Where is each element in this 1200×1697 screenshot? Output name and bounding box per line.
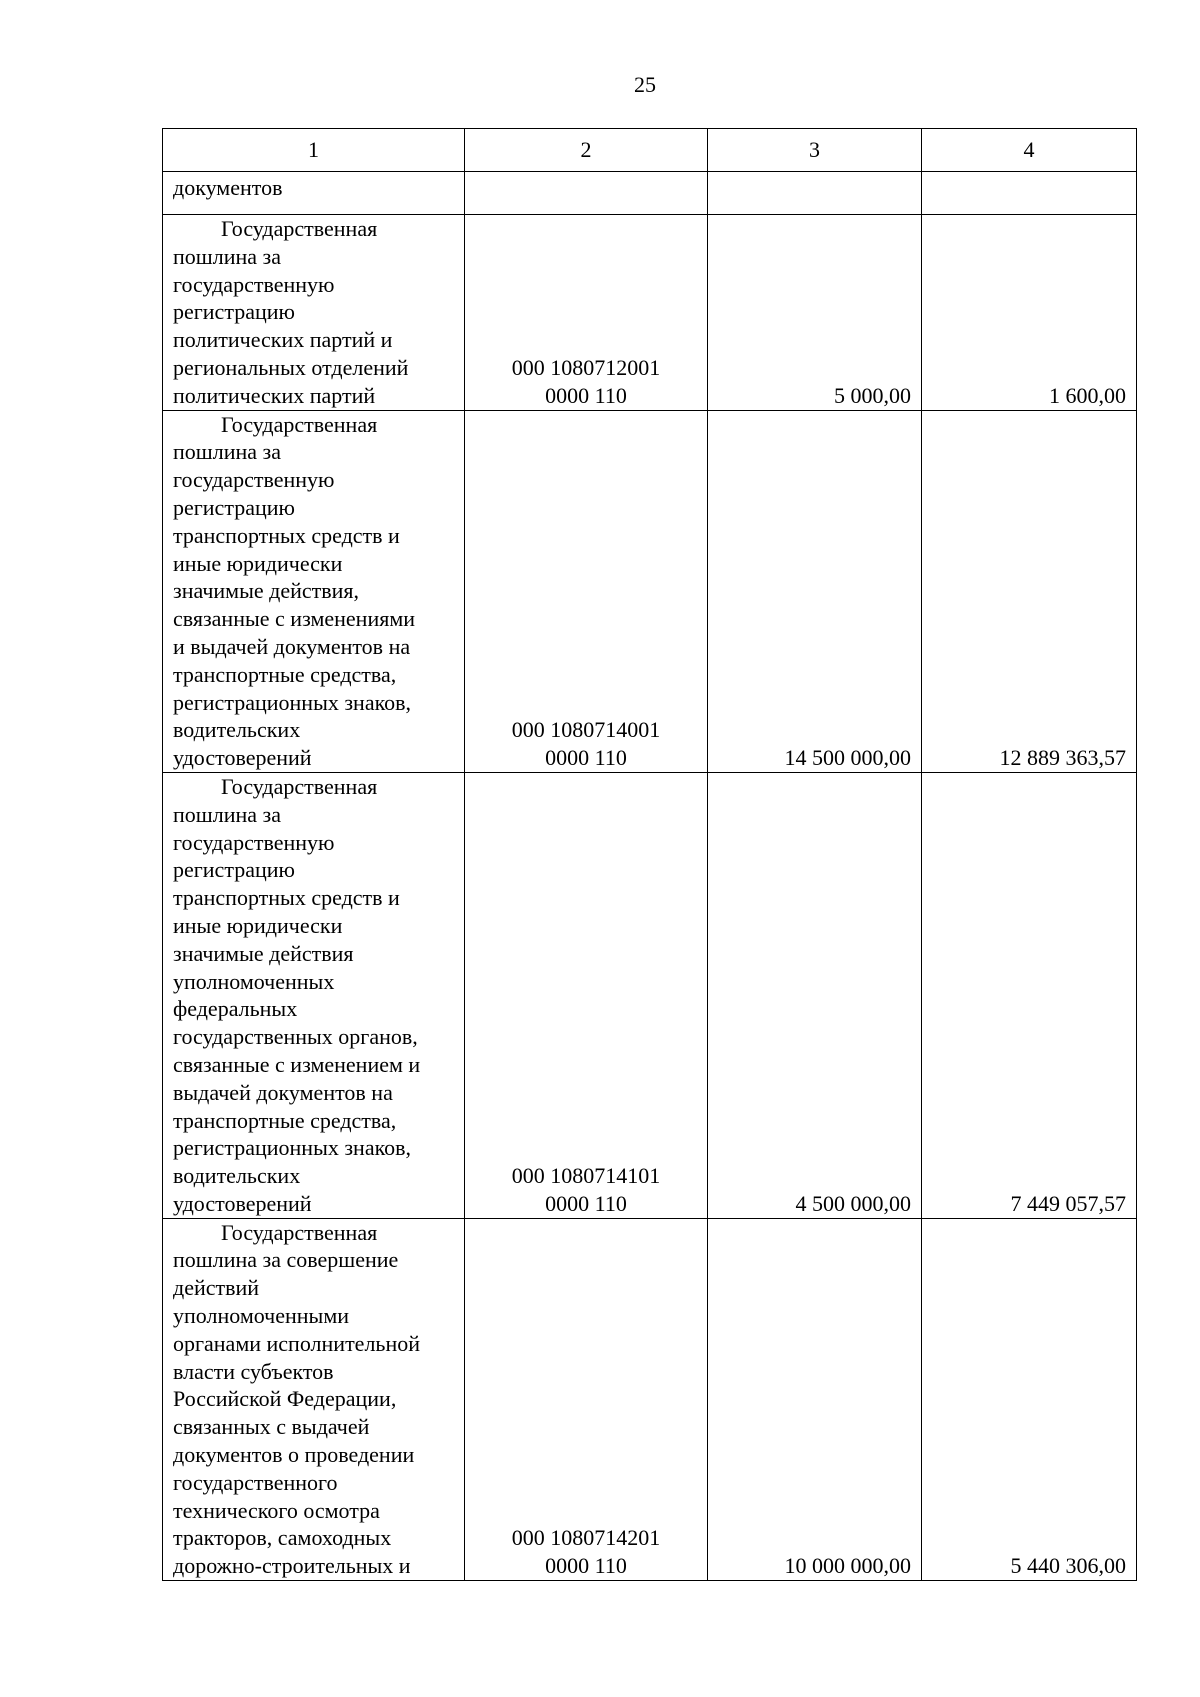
row-name-line: регистрацию (173, 299, 295, 325)
row-col3-value: 4 500 000,00 (708, 772, 922, 1218)
row-name-line: дорожно-строительных и (173, 1553, 411, 1579)
row-name-line: государственную (173, 829, 335, 855)
row-name-line: Государственная (221, 216, 378, 241)
table-row (163, 1218, 1137, 1580)
table-row (163, 410, 1137, 772)
column-header-2: 2 (465, 129, 708, 172)
row-code-cell (465, 772, 708, 1218)
row-name-line: транспортные средства, (173, 661, 397, 687)
row-name-cell (163, 1218, 465, 1580)
row-name-line: водительских (173, 1163, 301, 1189)
row-name-line: водительских (173, 717, 301, 743)
row-code-cell (465, 1218, 708, 1580)
table-row (163, 215, 1137, 411)
row-name-line: государственную (173, 467, 335, 493)
row-name-line: иные юридически (173, 912, 343, 938)
row-name-line: технического осмотра (173, 1497, 380, 1523)
row-name-line: уполномоченными (173, 1303, 350, 1329)
row-col4-value: 12 889 363,57 (922, 410, 1137, 772)
row-name-line: Государственная (221, 1219, 378, 1245)
row-code-line: 0000 110 (545, 1190, 627, 1216)
row-name-line: пошлина за (173, 439, 281, 465)
row-name-line: выдачей документов на (173, 1079, 393, 1105)
column-header-4: 4 (922, 129, 1137, 172)
row-name-line: регистрацию (173, 494, 295, 520)
row-name-line: пошлина за (173, 243, 281, 269)
row-name-line: государственных органов, (173, 1024, 418, 1050)
row-name-line: связанных с выдачей (173, 1414, 370, 1440)
row-name-line: государственного (173, 1469, 338, 1495)
row-name-line: связанные с изменением и (173, 1051, 421, 1077)
row-col3-value: 10 000 000,00 (708, 1218, 922, 1580)
row-name-line: иные юридически (173, 550, 343, 576)
row-name-cell (163, 772, 465, 1218)
column-header-3: 3 (708, 129, 922, 172)
row-code-line: 0000 110 (545, 1553, 627, 1579)
row-name-line: удостоверений (173, 1190, 312, 1216)
row-name-line: пошлина за (173, 801, 281, 827)
row-code-line: 0000 110 (545, 382, 627, 408)
row-col4-value: 5 440 306,00 (922, 1218, 1137, 1580)
row-name-line: политических партий и (173, 327, 393, 353)
row-code-cell (465, 410, 708, 772)
row-col3-value: 5 000,00 (708, 215, 922, 411)
row-name-line: Государственная (221, 411, 378, 437)
row-name-line: тракторов, самоходных (173, 1525, 392, 1551)
row-name-line: регистрационных знаков, (173, 1135, 412, 1161)
row-col4-value: 1 600,00 (922, 215, 1137, 411)
row-name-line: и выдачей документов на (173, 633, 411, 659)
row-code-line: 000 1080714001 (511, 717, 661, 743)
table-header-row (163, 129, 1137, 172)
row-name-line: регистрацию (173, 857, 295, 883)
continuation-col3-cell (708, 172, 922, 215)
row-name-line: Российской Федерации, (173, 1386, 397, 1412)
continuation-row (163, 172, 1137, 215)
row-name-line: политических партий (173, 382, 376, 408)
row-name-line: федеральных (173, 996, 298, 1022)
row-code-line: 0000 110 (545, 745, 627, 771)
row-name-line: значимые действия, (173, 578, 360, 604)
row-name-line: региональных отделений (173, 354, 409, 380)
row-name-line: власти субъектов (173, 1358, 334, 1384)
continuation-col4-cell (922, 172, 1137, 215)
row-name-line: регистрационных знаков, (173, 689, 412, 715)
row-name-line: уполномоченных (173, 968, 335, 994)
row-name-cell (163, 215, 465, 411)
row-name-line: пошлина за совершение (173, 1247, 399, 1273)
row-code-line: 000 1080714101 (511, 1163, 661, 1189)
page-number: 25 (634, 72, 656, 97)
row-name-line: транспортных средств и (173, 522, 400, 548)
row-name-line: транспортных средств и (173, 885, 400, 911)
continuation-code-cell (465, 172, 708, 215)
row-name-line: транспортные средства, (173, 1107, 397, 1133)
row-name-line: документов о проведении (173, 1442, 415, 1468)
row-col4-value: 7 449 057,57 (922, 772, 1137, 1218)
row-name-line: органами исполнительной (173, 1330, 421, 1356)
row-col3-value: 14 500 000,00 (708, 410, 922, 772)
row-name-line: действий (173, 1275, 260, 1301)
row-name-line: значимые действия (173, 940, 354, 966)
row-name-cell (163, 410, 465, 772)
row-name-line: удостоверений (173, 745, 312, 771)
column-header-1: 1 (163, 129, 465, 172)
revenue-table (162, 128, 1137, 1581)
row-code-cell (465, 215, 708, 411)
continuation-name-cell (163, 172, 465, 215)
row-code-line: 000 1080714201 (511, 1525, 661, 1551)
row-name-line: государственную (173, 271, 335, 297)
table-row (163, 772, 1137, 1218)
continuation-name-text: документов (173, 175, 283, 200)
row-name-line: связанные с изменениями (173, 606, 416, 632)
row-name-line: Государственная (221, 773, 378, 799)
row-code-line: 000 1080712001 (511, 354, 661, 380)
